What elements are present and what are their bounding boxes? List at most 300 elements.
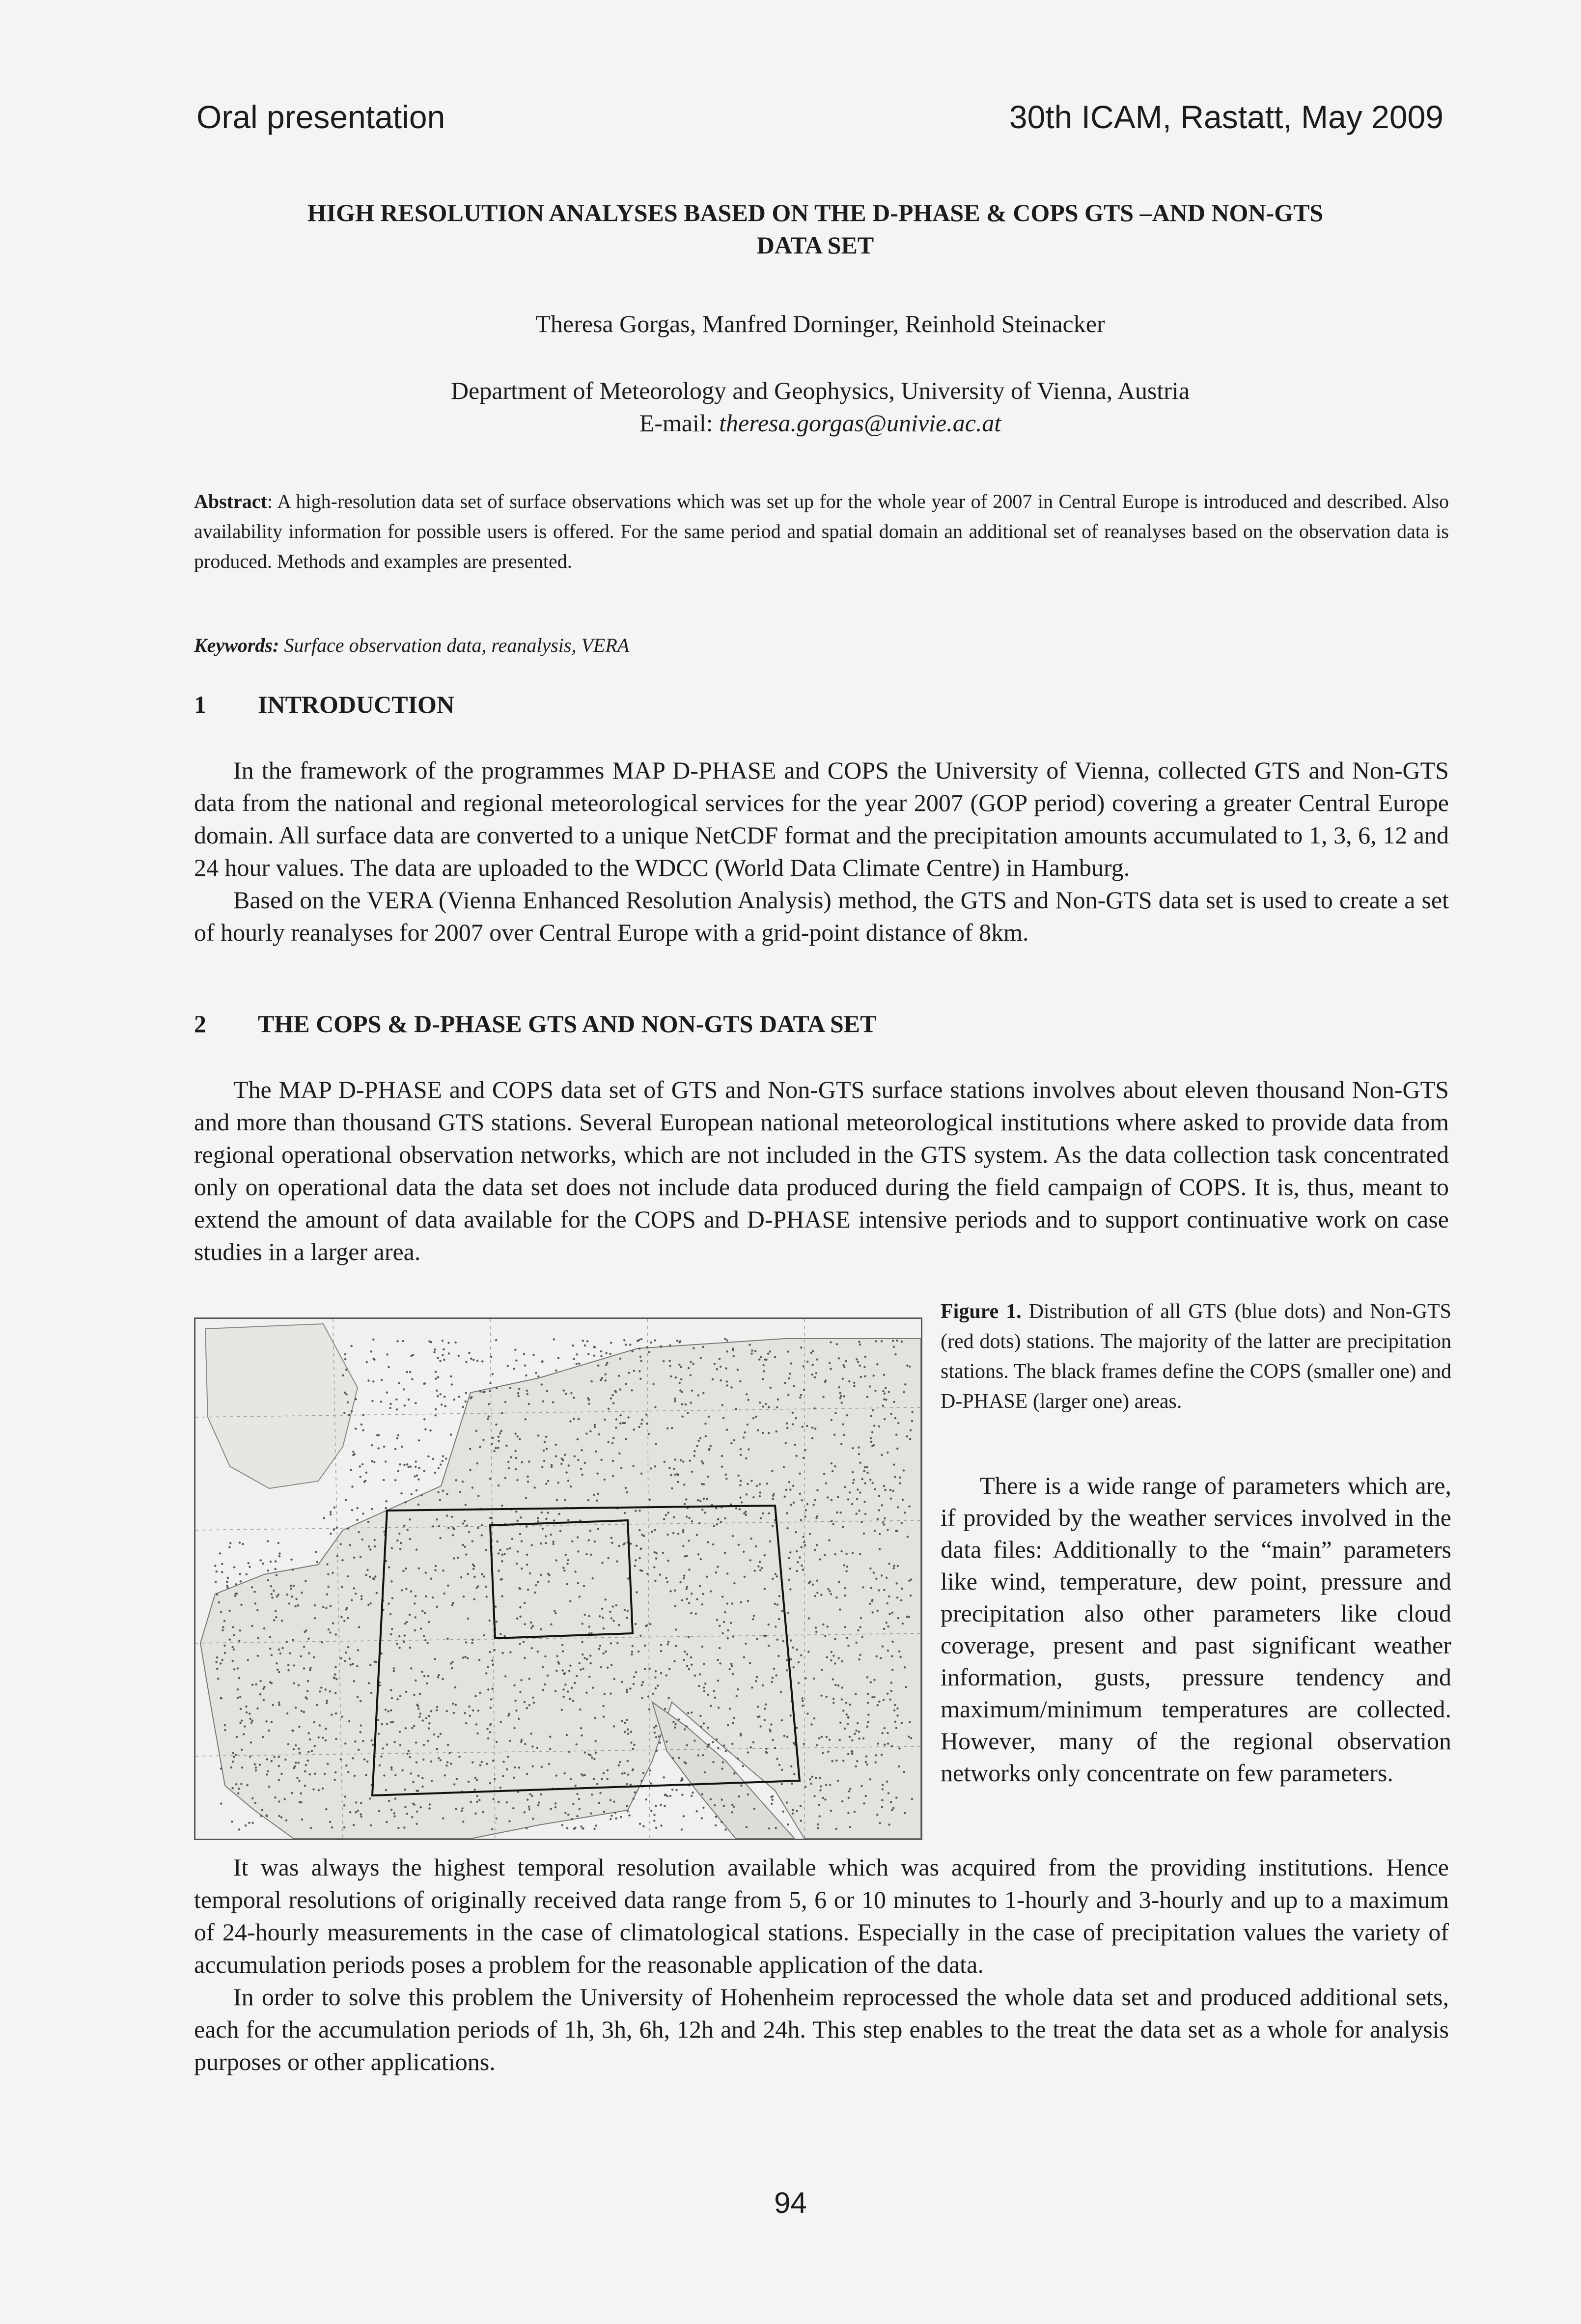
- station-dot: [723, 1621, 725, 1623]
- station-dot: [707, 1476, 709, 1478]
- station-dot: [820, 1695, 822, 1697]
- paragraph: The MAP D-PHASE and COPS data set of GTS and Non-GTS surface stations involves about eleven thousand Non-GTS and more than thousand GTS stations. Several European national meteorological institutions where asked to provide data from regional operational observation networks, which are not included in the GTS system. As the data collection task concentrated only on operational data the data set does not include data produced during the field campaign of COPS. It is, thus, meant to extend the amount of data available for the COPS and D-PHASE intensive periods and to support continuative work on case studies in a larger area.: [194, 1076, 1449, 1265]
- station-dot: [870, 1587, 872, 1589]
- paragraph: There is a wide range of parameters which are, if provided by the weather services involved in the data files: Additionally to the “main” parameters like wind, temperature, dew point, pressure and precipitation also other parameters like cloud coverage, present and past significant weather information, gusts, pressure tendency and maximum/minimum temperatures are collected. However, many of the regional observation networks only concentrate on few parameters.: [941, 1472, 1451, 1787]
- keywords-label: Keywords:: [194, 634, 279, 656]
- station-dot: [250, 1718, 251, 1720]
- station-dot: [536, 1747, 538, 1749]
- station-dot: [829, 1784, 831, 1786]
- station-dot: [706, 1498, 708, 1500]
- station-dot: [547, 1675, 549, 1677]
- station-dot: [894, 1353, 896, 1355]
- station-dot: [383, 1479, 385, 1481]
- station-dot: [415, 1466, 416, 1468]
- station-dot: [740, 1785, 742, 1787]
- station-dot: [239, 1722, 241, 1724]
- station-dot: [625, 1487, 627, 1489]
- station-dot: [335, 1738, 337, 1740]
- station-dot: [486, 1728, 488, 1730]
- station-dot: [435, 1377, 437, 1379]
- station-dot: [677, 1481, 679, 1483]
- station-dot: [416, 1811, 418, 1813]
- station-dot: [744, 1576, 746, 1578]
- station-dot: [274, 1796, 276, 1798]
- station-dot: [610, 1818, 611, 1820]
- station-dot: [860, 1785, 862, 1787]
- station-dot: [518, 1766, 520, 1768]
- station-dot: [881, 1806, 883, 1808]
- station-dot: [423, 1383, 425, 1385]
- station-dot: [602, 1617, 604, 1619]
- station-dot: [706, 1576, 708, 1578]
- station-dot: [618, 1545, 620, 1547]
- station-dot: [831, 1520, 832, 1522]
- station-dot: [519, 1588, 521, 1590]
- station-dot: [707, 1727, 709, 1729]
- station-dot: [810, 1723, 812, 1725]
- station-dot: [515, 1468, 517, 1470]
- station-dot: [223, 1620, 225, 1622]
- station-dot: [869, 1385, 871, 1387]
- station-dot: [438, 1525, 440, 1527]
- station-dot: [845, 1553, 847, 1555]
- station-dot: [567, 1559, 569, 1561]
- station-dot: [649, 1499, 651, 1501]
- station-dot: [893, 1709, 895, 1711]
- station-dot: [834, 1684, 836, 1686]
- station-dot: [626, 1691, 628, 1693]
- station-dot: [334, 1674, 336, 1676]
- station-dot: [434, 1658, 436, 1660]
- station-dot: [425, 1596, 427, 1597]
- station-dot: [582, 1827, 584, 1829]
- parameters-paragraph: [941, 1470, 1451, 1789]
- station-dot: [400, 1542, 402, 1544]
- station-dot: [680, 1366, 682, 1368]
- station-dot: [545, 1436, 547, 1438]
- station-dot: [731, 1811, 733, 1813]
- station-dot: [664, 1794, 666, 1796]
- station-dot: [773, 1493, 775, 1495]
- station-dot: [526, 1526, 527, 1528]
- station-dot: [393, 1741, 395, 1743]
- station-dot: [849, 1826, 851, 1828]
- station-dot: [654, 1339, 656, 1341]
- station-dot: [810, 1352, 812, 1354]
- station-dot: [700, 1357, 702, 1359]
- station-dot: [821, 1669, 823, 1671]
- station-dot: [309, 1669, 311, 1671]
- station-dot: [827, 1625, 829, 1627]
- section-2-body: [194, 1073, 1449, 1268]
- station-dot: [250, 1741, 252, 1743]
- station-dot: [220, 1767, 222, 1769]
- station-dot: [869, 1479, 871, 1481]
- station-dot: [474, 1695, 476, 1697]
- station-dot: [325, 1607, 327, 1609]
- station-dot: [692, 1792, 693, 1793]
- station-dot: [873, 1571, 875, 1573]
- station-dot: [693, 1347, 694, 1349]
- station-dot: [581, 1474, 583, 1476]
- station-dot: [887, 1742, 889, 1744]
- station-dot: [501, 1554, 503, 1556]
- station-dot: [822, 1797, 824, 1799]
- station-dot: [592, 1687, 594, 1689]
- station-dot: [503, 1553, 505, 1555]
- station-dot: [816, 1592, 818, 1594]
- station-dot: [476, 1779, 478, 1781]
- station-dot: [260, 1559, 262, 1561]
- station-dot: [524, 1743, 526, 1745]
- station-dot: [249, 1566, 250, 1568]
- station-dot: [263, 1627, 265, 1629]
- page-number: 94: [774, 2186, 807, 2219]
- station-dot: [803, 1743, 805, 1745]
- station-dot: [633, 1370, 635, 1372]
- station-dot: [742, 1765, 744, 1767]
- station-dot: [391, 1628, 393, 1630]
- station-dot: [514, 1349, 516, 1351]
- station-dot: [423, 1470, 425, 1472]
- station-dot: [397, 1470, 399, 1472]
- station-dot: [650, 1810, 652, 1812]
- station-dot: [231, 1646, 233, 1648]
- station-dot: [731, 1804, 733, 1806]
- station-dot: [597, 1493, 599, 1495]
- station-dot: [857, 1361, 859, 1363]
- station-dot: [768, 1645, 770, 1647]
- station-dot: [667, 1512, 669, 1513]
- station-dot: [555, 1670, 557, 1672]
- station-dot: [603, 1705, 605, 1707]
- station-dot: [627, 1416, 629, 1418]
- station-dot: [531, 1795, 533, 1797]
- station-dot: [803, 1365, 804, 1367]
- station-dot: [682, 1460, 684, 1462]
- station-dot: [466, 1525, 468, 1527]
- station-dot: [506, 1548, 508, 1550]
- station-dot: [883, 1523, 885, 1525]
- station-dot: [875, 1340, 877, 1342]
- station-dot: [291, 1792, 293, 1794]
- station-dot: [325, 1808, 327, 1810]
- station-dot: [403, 1641, 405, 1643]
- station-dot: [452, 1703, 454, 1705]
- station-dot: [266, 1720, 268, 1722]
- station-dot: [633, 1744, 635, 1746]
- station-dot: [893, 1463, 895, 1465]
- station-dot: [378, 1733, 380, 1735]
- station-dot: [239, 1573, 241, 1575]
- station-dot: [519, 1438, 521, 1440]
- station-dot: [660, 1672, 662, 1674]
- station-dot: [815, 1777, 817, 1779]
- station-dot: [420, 1806, 422, 1808]
- station-dot: [856, 1642, 858, 1644]
- station-dot: [572, 1803, 574, 1805]
- station-dot: [675, 1789, 677, 1791]
- station-dot: [801, 1546, 803, 1548]
- station-dot: [234, 1595, 236, 1597]
- station-dot: [886, 1781, 888, 1783]
- station-dot: [462, 1406, 464, 1408]
- station-dot: [420, 1627, 422, 1629]
- station-dot: [295, 1744, 297, 1746]
- station-dot: [758, 1358, 760, 1360]
- station-dot: [721, 1632, 723, 1634]
- station-dot: [552, 1401, 554, 1403]
- section-title: THE COPS & D-PHASE GTS AND NON-GTS DATA SET: [258, 1010, 877, 1037]
- station-dot: [619, 1422, 621, 1424]
- station-dot: [491, 1828, 493, 1830]
- station-dot: [552, 1540, 554, 1542]
- station-dot: [608, 1408, 610, 1410]
- station-dot: [822, 1624, 824, 1625]
- station-dot: [396, 1540, 398, 1541]
- station-dot: [577, 1550, 579, 1552]
- station-dot: [700, 1558, 702, 1560]
- station-dot: [439, 1360, 441, 1362]
- station-dot: [887, 1650, 889, 1652]
- station-dot: [645, 1625, 647, 1627]
- station-dot: [276, 1574, 277, 1576]
- station-dot: [623, 1339, 625, 1341]
- station-dot: [503, 1635, 505, 1637]
- station-dot: [835, 1828, 837, 1830]
- station-dot: [249, 1756, 251, 1758]
- station-dot: [664, 1805, 666, 1807]
- station-dot: [638, 1557, 640, 1559]
- station-dot: [884, 1393, 886, 1395]
- station-dot: [627, 1760, 629, 1762]
- station-dot: [273, 1590, 275, 1592]
- station-dot: [601, 1377, 603, 1379]
- station-dot: [851, 1739, 853, 1741]
- station-dot: [809, 1778, 811, 1780]
- station-dot: [610, 1815, 612, 1817]
- station-dot: [276, 1662, 277, 1664]
- station-dot: [251, 1586, 253, 1588]
- station-dot: [383, 1774, 385, 1776]
- station-dot: [770, 1387, 772, 1389]
- station-dot: [690, 1612, 692, 1614]
- station-dot: [746, 1826, 748, 1828]
- station-dot: [280, 1773, 282, 1775]
- station-dot: [465, 1722, 467, 1724]
- station-dot: [527, 1481, 529, 1483]
- station-dot: [233, 1668, 235, 1670]
- station-dot: [425, 1571, 427, 1573]
- station-dot: [727, 1629, 729, 1631]
- station-dot: [394, 1797, 396, 1799]
- station-dot: [456, 1778, 458, 1780]
- station-dot: [465, 1392, 467, 1394]
- station-dot: [580, 1727, 582, 1729]
- station-dot: [847, 1645, 849, 1647]
- station-dot: [830, 1341, 832, 1343]
- station-dot: [381, 1652, 383, 1654]
- station-dot: [430, 1710, 432, 1712]
- station-dot: [566, 1563, 568, 1565]
- station-dot: [815, 1372, 817, 1374]
- station-dot: [634, 1565, 636, 1567]
- station-dot: [496, 1387, 498, 1389]
- station-dot: [500, 1430, 502, 1432]
- station-dot: [233, 1634, 235, 1636]
- station-dot: [740, 1601, 742, 1603]
- station-dot: [277, 1669, 278, 1671]
- station-dot: [603, 1627, 605, 1629]
- station-dot: [241, 1749, 243, 1751]
- station-dot: [413, 1694, 415, 1696]
- station-dot: [866, 1472, 868, 1474]
- station-dot: [216, 1570, 218, 1572]
- station-dot: [303, 1711, 305, 1713]
- station-dot: [904, 1383, 906, 1385]
- station-dot: [512, 1807, 514, 1809]
- station-dot: [596, 1783, 598, 1785]
- station-dot: [806, 1361, 808, 1363]
- station-dot: [235, 1583, 237, 1585]
- station-dot: [656, 1750, 658, 1752]
- station-dot: [605, 1364, 607, 1366]
- station-dot: [489, 1731, 491, 1733]
- station-dot: [376, 1434, 378, 1436]
- station-dot: [693, 1739, 695, 1741]
- station-dot: [897, 1422, 899, 1424]
- station-dot: [765, 1704, 767, 1706]
- station-dot: [603, 1652, 605, 1654]
- station-dot: [436, 1606, 438, 1608]
- station-dot: [519, 1691, 521, 1693]
- station-dot: [836, 1343, 838, 1345]
- station-dot: [294, 1765, 296, 1767]
- station-dot: [889, 1699, 891, 1701]
- station-dot: [767, 1353, 769, 1355]
- station-dot: [555, 1802, 556, 1804]
- station-dot: [287, 1664, 289, 1666]
- station-dot: [834, 1553, 836, 1555]
- station-dot: [509, 1387, 511, 1389]
- station-dot: [278, 1779, 280, 1781]
- station-dot: [417, 1708, 419, 1709]
- station-dot: [778, 1618, 780, 1620]
- station-dot: [474, 1777, 476, 1779]
- station-dot: [421, 1610, 423, 1612]
- station-dot: [588, 1539, 590, 1541]
- station-dot: [455, 1342, 457, 1344]
- station-dot: [450, 1375, 452, 1377]
- station-dot: [344, 1392, 346, 1394]
- station-dot: [532, 1818, 534, 1820]
- station-dot: [379, 1764, 381, 1766]
- station-dot: [792, 1412, 794, 1414]
- station-dot: [849, 1491, 851, 1493]
- station-dot: [678, 1757, 680, 1759]
- station-dot: [848, 1797, 850, 1799]
- station-dot: [255, 1683, 257, 1685]
- station-dot: [633, 1797, 635, 1799]
- station-dot: [853, 1385, 855, 1387]
- station-dot: [416, 1762, 417, 1764]
- station-dot: [487, 1688, 489, 1690]
- station-dot: [890, 1690, 892, 1692]
- station-dot: [298, 1684, 300, 1686]
- station-dot: [710, 1590, 712, 1592]
- station-dot: [439, 1499, 441, 1501]
- station-dot: [882, 1521, 884, 1523]
- station-dot: [564, 1672, 566, 1674]
- station-dot: [892, 1340, 894, 1342]
- station-dot: [882, 1788, 884, 1790]
- station-dot: [416, 1704, 418, 1706]
- station-dot: [908, 1506, 910, 1508]
- station-dot: [880, 1657, 882, 1659]
- station-dot: [905, 1686, 907, 1688]
- station-dot: [555, 1612, 556, 1614]
- station-dot: [256, 1609, 258, 1611]
- station-dot: [799, 1493, 801, 1495]
- station-dot: [437, 1376, 439, 1378]
- station-dot: [362, 1429, 364, 1431]
- station-dot: [491, 1659, 493, 1661]
- station-dot: [607, 1667, 609, 1669]
- station-dot: [396, 1408, 398, 1410]
- station-dot: [494, 1450, 496, 1452]
- station-dot: [691, 1390, 693, 1392]
- station-dot: [888, 1792, 889, 1794]
- station-dot: [498, 1440, 499, 1442]
- station-dot: [269, 1636, 271, 1638]
- station-dot: [214, 1565, 216, 1567]
- station-dot: [831, 1419, 832, 1421]
- station-dot: [232, 1752, 234, 1754]
- station-dot: [582, 1623, 583, 1624]
- station-dot: [740, 1454, 742, 1456]
- station-dot: [231, 1820, 233, 1822]
- station-dot: [360, 1802, 362, 1804]
- station-dot: [563, 1696, 565, 1698]
- station-dot: [811, 1427, 813, 1428]
- station-dot: [251, 1625, 253, 1627]
- station-dot: [286, 1641, 288, 1643]
- station-dot: [561, 1824, 563, 1826]
- station-dot: [668, 1668, 670, 1670]
- station-dot: [655, 1557, 657, 1559]
- station-dot: [663, 1776, 665, 1778]
- station-dot: [792, 1647, 794, 1649]
- station-dot: [762, 1364, 764, 1366]
- station-dot: [581, 1825, 582, 1827]
- station-dot: [606, 1778, 608, 1780]
- station-dot: [580, 1468, 582, 1470]
- station-dot: [352, 1451, 354, 1453]
- station-dot: [666, 1577, 667, 1579]
- station-dot: [792, 1423, 794, 1425]
- station-dot: [597, 1528, 599, 1530]
- station-dot: [515, 1709, 517, 1711]
- station-dot: [524, 1657, 526, 1659]
- station-dot: [882, 1646, 884, 1648]
- station-dot: [633, 1428, 635, 1430]
- station-dot: [275, 1560, 277, 1562]
- station-dot: [352, 1757, 354, 1759]
- station-dot: [594, 1424, 596, 1426]
- station-dot: [516, 1618, 518, 1620]
- station-dot: [748, 1399, 749, 1401]
- station-dot: [853, 1479, 855, 1481]
